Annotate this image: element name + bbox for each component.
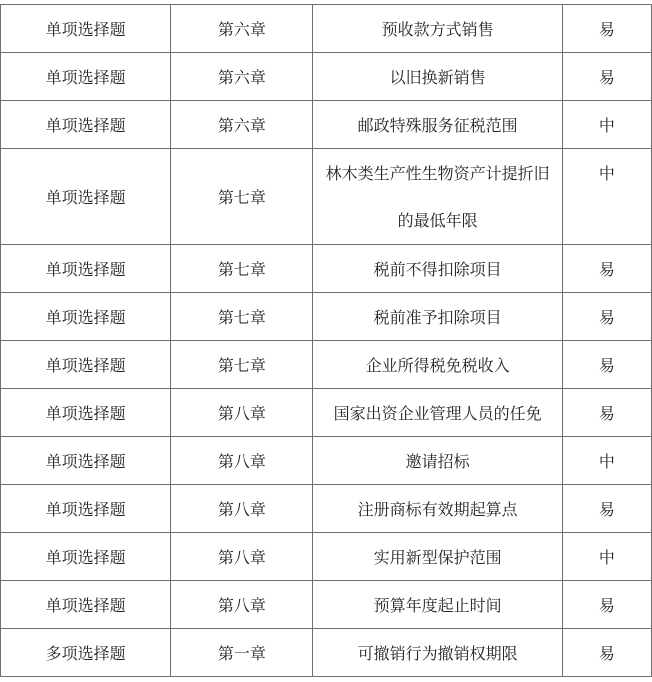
chapter-cell: 第一章 bbox=[171, 629, 313, 677]
table-row bbox=[1, 245, 652, 293]
question-type-cell: 单项选择题 bbox=[1, 341, 171, 389]
chapter-cell: 第七章 bbox=[171, 293, 313, 341]
question-type-cell: 单项选择题 bbox=[1, 245, 171, 293]
table-row bbox=[1, 389, 652, 437]
question-type-cell: 单项选择题 bbox=[1, 581, 171, 629]
chapter-cell: 第八章 bbox=[171, 581, 313, 629]
topic-cell: 国家出资企业管理人员的任免 bbox=[313, 389, 562, 437]
topic-cell: 注册商标有效期起算点 bbox=[313, 485, 562, 533]
topic-cell: 预收款方式销售 bbox=[313, 5, 562, 53]
difficulty-cell: 易 bbox=[562, 629, 651, 677]
topic-cell: 以旧换新销售 bbox=[313, 53, 562, 101]
difficulty-cell: 易 bbox=[562, 245, 651, 293]
table-row bbox=[1, 581, 652, 629]
topic-cell: 林木类生产性生物资产计提折旧的最低年限 bbox=[313, 149, 562, 245]
chapter-cell: 第六章 bbox=[171, 5, 313, 53]
chapter-cell: 第八章 bbox=[171, 389, 313, 437]
topic-cell: 税前准予扣除项目 bbox=[313, 293, 562, 341]
question-type-cell: 单项选择题 bbox=[1, 101, 171, 149]
question-type-cell: 多项选择题 bbox=[1, 629, 171, 677]
question-type-cell: 单项选择题 bbox=[1, 53, 171, 101]
topic-cell: 可撤销行为撤销权期限 bbox=[313, 629, 562, 677]
table-row bbox=[1, 485, 652, 533]
difficulty-cell: 易 bbox=[562, 341, 651, 389]
difficulty-cell: 中 bbox=[562, 149, 651, 245]
topic-cell: 邀请招标 bbox=[313, 437, 562, 485]
difficulty-cell: 易 bbox=[562, 53, 651, 101]
table-row bbox=[1, 5, 652, 53]
table-row bbox=[1, 629, 652, 677]
table-row bbox=[1, 533, 652, 581]
question-table bbox=[0, 4, 652, 677]
difficulty-cell: 中 bbox=[562, 437, 651, 485]
question-type-cell: 单项选择题 bbox=[1, 389, 171, 437]
question-type-cell: 单项选择题 bbox=[1, 533, 171, 581]
table-row bbox=[1, 53, 652, 101]
question-type-cell: 单项选择题 bbox=[1, 149, 171, 245]
topic-cell: 税前不得扣除项目 bbox=[313, 245, 562, 293]
difficulty-cell: 中 bbox=[562, 101, 651, 149]
question-type-cell: 单项选择题 bbox=[1, 437, 171, 485]
difficulty-cell: 易 bbox=[562, 485, 651, 533]
chapter-cell: 第七章 bbox=[171, 245, 313, 293]
chapter-cell: 第八章 bbox=[171, 437, 313, 485]
chapter-cell: 第六章 bbox=[171, 53, 313, 101]
table-row bbox=[1, 341, 652, 389]
difficulty-cell: 易 bbox=[562, 389, 651, 437]
chapter-cell: 第七章 bbox=[171, 341, 313, 389]
chapter-cell: 第七章 bbox=[171, 149, 313, 245]
difficulty-cell: 易 bbox=[562, 581, 651, 629]
table-row bbox=[1, 149, 652, 245]
question-type-cell: 单项选择题 bbox=[1, 293, 171, 341]
topic-cell: 预算年度起止时间 bbox=[313, 581, 562, 629]
difficulty-cell: 易 bbox=[562, 293, 651, 341]
table-row bbox=[1, 101, 652, 149]
chapter-cell: 第八章 bbox=[171, 533, 313, 581]
chapter-cell: 第八章 bbox=[171, 485, 313, 533]
question-type-cell: 单项选择题 bbox=[1, 5, 171, 53]
difficulty-cell: 中 bbox=[562, 533, 651, 581]
topic-cell: 实用新型保护范围 bbox=[313, 533, 562, 581]
question-table-body bbox=[1, 5, 652, 677]
chapter-cell: 第六章 bbox=[171, 101, 313, 149]
difficulty-cell: 易 bbox=[562, 5, 651, 53]
question-type-cell: 单项选择题 bbox=[1, 485, 171, 533]
topic-cell: 企业所得税免税收入 bbox=[313, 341, 562, 389]
topic-cell: 邮政特殊服务征税范围 bbox=[313, 101, 562, 149]
table-row bbox=[1, 293, 652, 341]
table-row bbox=[1, 437, 652, 485]
